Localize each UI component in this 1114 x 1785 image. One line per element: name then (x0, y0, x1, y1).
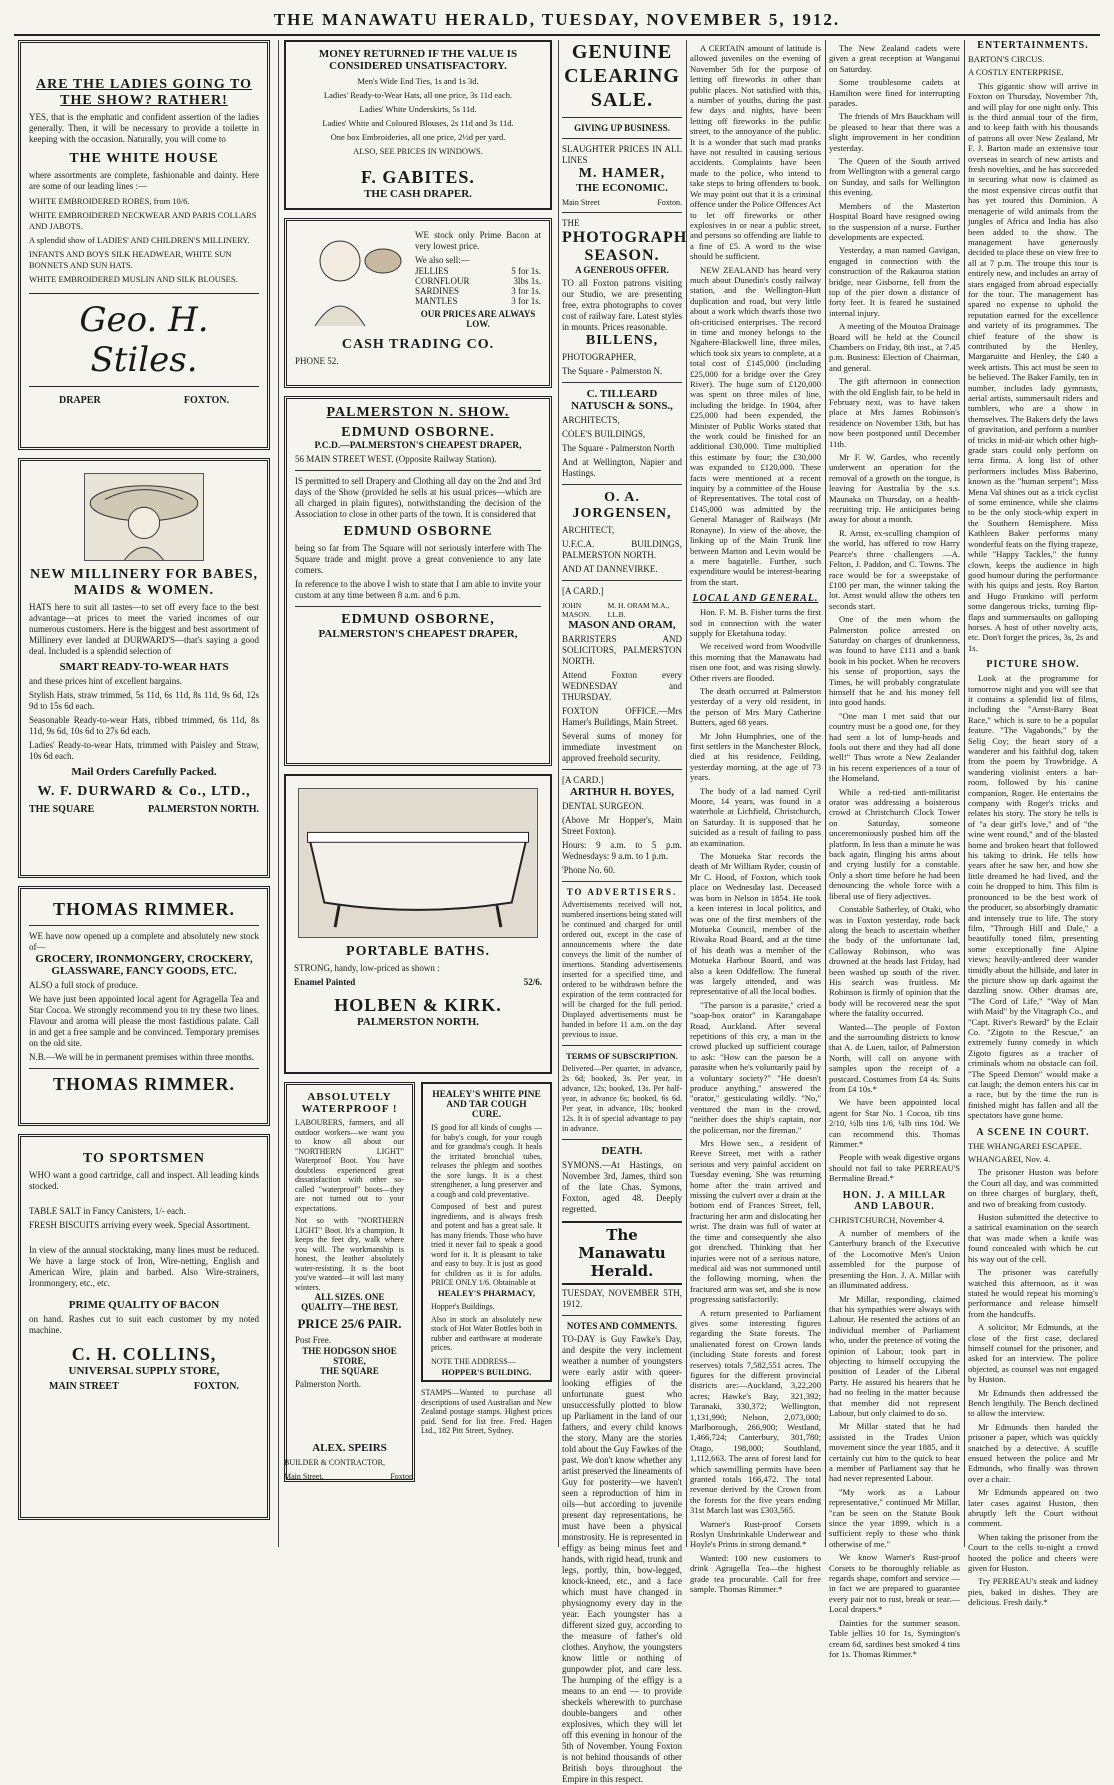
article-paragraph: This gigantic show will arrive in Foxton on Thursday, November 7th, and will play for one night only. This is the third annual tour of the firm, and to keep faith with his thousands of patrons all over New Zealand, Mr F. J. Barton made an extensive tour overseas in search of new artists and fresh novelties, and he has succeeded in securing what now is claimed as the most expensive circus outfit that has yet toured this Dominion. A menagerie of wild animals from the jungles of Africa and India has also been added to the show. The management have generously decided to place these on view free to all at 7 p.m. The troupe this tour is entirely new, and includes an array of stars engaged from abroad especially for the tour. The management has spared no expense to uphold the reputation earned for the excellence and variety of its programmes. The chief feature of the show is contributed by the Henley, Margaruitte and Henley, the £40 a week artists. This act must be seen to be believed. The Baker Family, ten in number, includes lady gymnasts, aerial artists, summersault riders and tumblers, who are a show in themselves. The Bakers defy the laws of gravitation, and perform a number of tricks in mid-air which other high-grade stars could only perform on terra firma. A long list of other performers includes Miss Baberino, known as the "human serpent"; Miss Mena Val shines out as a trick cyclist of some eminence, while she claims to be the only stock-whip expert in the Southern Hemisphere. Miss Kathleen Baker performs many wonderful feats on the flying trapeze, while "Happy Tackles," the funny clown, keeps the audience in high good humour during the performance with his quips and jests. Roy Barton and Hugo Frankino will perform some dangerous tricks, turning flip-flaps and summersaults on galloping horses. A host of other novelty acts, etc. Don't forget the prices, 3s, 2s and 1s. (968, 80, 1098, 653)
column-5 (829, 40, 960, 1659)
death-title: DEATH. (601, 1145, 643, 1157)
firm-name: ALEX. SPEIRS (312, 1442, 387, 1454)
firm-sub: THE CASH DRAPER. (364, 188, 472, 200)
firm-name: CASH TRADING CO. (341, 337, 495, 352)
ad-title: THOMAS RIMMER. (53, 899, 235, 919)
firm-name: C. TILLEARD NATUSCH & SONS., (571, 388, 673, 412)
herald-title: The Manawatu Herald. (562, 1221, 682, 1285)
article-paragraph: Members of the Masterton Hospital Board have resigned owing to the suspension of a nurse. Further developments are expected. (829, 200, 960, 242)
article-paragraph: Wanted: 100 new customers to drink Agragella Tea—the highest grade tea procurable. Call for free sample. Thomas Rimmer.* (690, 1552, 821, 1595)
durward-ad (18, 458, 270, 878)
article-paragraph: Mr Millar stated that he had assisted in the Trades Union movement since the year 1885, and it certainly cut him to the quick to hear a member of Parliament say that he had never represented Labour. (829, 1421, 960, 1484)
article-paragraph: Yesterday, a man named Gavigan, engaged in connection with the construction of the Rakauroa station bridge, near Gisborne, fell from the top of the pier down a distance of forty feet. It is feared he sustained internal injury. (829, 245, 960, 318)
ad-body: WHO want a good cartridge, call and inspect. All leading kinds stocked. (29, 1170, 259, 1191)
article-paragraph: Constable Satherley, of Otaki, who was in Foxton yesterday, rode back along the beach to ascertain whether the body of the unfortunate lad, Calloway Robinson, who was drowned at the heads last Friday, had been washed up south of the river. His search was fruitless. Mr Robinson is firmly of opinion that the body will be recovered near the spot where the fatality occurred. (829, 904, 960, 1019)
article-paragraph: Hon. F. M. B. Fisher turns the first sod in connection with the water supply for Eketahuna today. (690, 607, 821, 638)
pharmacy-name: HEALEY'S PHARMACY, (438, 1287, 535, 1298)
firm-place: PALMERSTON NORTH. (356, 1016, 480, 1028)
masthead-rule (14, 34, 1100, 36)
ad-sub: and these prices hint of excellent bargains. (29, 676, 183, 686)
address-right: FOXTON. (193, 1381, 239, 1392)
firm-address: THE SQUARE (320, 1366, 379, 1376)
article-paragraph: The death occurred at Palmerston yesterday of a very old resident, in the person of Mrs Mary Catherine Butters, aged 68 years. (690, 685, 821, 728)
address-left: MAIN STREET (49, 1381, 119, 1392)
ad-line: on hand. Rashes cut to suit each customer by my noted machine. (29, 1314, 259, 1335)
gabites-ad (284, 40, 552, 210)
firm-role: ARCHITECTS, (562, 415, 620, 425)
article-paragraph: Mr John Humphries, one of the first settlers in the Manchester Block, died at his residence, Feilding, yesterday morning, at the age of 73 years. (690, 730, 821, 783)
photo-title: PHOTOGRAPH SEASON. (562, 229, 688, 264)
ad-title: PALMERSTON N. SHOW. (326, 405, 510, 420)
ad-note: NOTE THE ADDRESS— (431, 1356, 516, 1366)
article-paragraph: Mr Millar, responding, claimed that his sympathies were always with Labour. He resented the actions of an individual member of Parliament who, under the pretence of voting the opinion of Labour, took part in objecting to himself occupying the position of Leader of the Liberal Party. He assured his hearers that he had no feeling in the matter because that member did not represent Labour, but only claimed to do so. (829, 1293, 960, 1418)
item-name: CORNFLOUR (415, 276, 470, 286)
firm-hours: Hours: 9 a.m. to 5 p.m. Wednesdays: 9 a.m. to 1 p.m. (562, 840, 682, 861)
sale-title: GENUINE CLEARING SALE. (564, 41, 680, 111)
item-price: 3 for 1s. (511, 286, 541, 296)
article-paragraph: The body of a lad named Cyril Moore, 14 years, was found in a waterhole at Lichfield, Christchurch, on Saturday. It is supposed that he suicided as a result of failing to pass an examination. (690, 785, 821, 848)
ad-line: FRESH BISCUITS arriving every week. Special Assortment. (29, 1220, 250, 1230)
ad-title: ARE THE LADIES GOING TO THE SHOW? RATHER! (36, 77, 252, 108)
healey-ad (421, 1082, 552, 1382)
firm-role: BUILDER & CONTRACTOR, (284, 1458, 385, 1467)
ad-title: HEALEY'S WHITE PINE AND TAR COUGH CURE. (432, 1090, 541, 1120)
holben-kirk-ad (284, 774, 552, 1074)
list-item: WHITE EMBROIDERED MUSLIN AND SILK BLOUSES. (29, 274, 238, 284)
dateline: WHANGAREI, Nov. 4. (968, 1154, 1051, 1165)
article-paragraph: A return presented to Parliament gives some interesting figures regarding the State forests. The unalienated forest on Crown lands (including State forests and forest reserves) totals 7,582,551 acres. The figures for the different provincial districts are:—Auckland, 3,22,200 acres; Hawke's Bay, 321,392; Taranaki, 330,372; Wellington, 1,131,990; Nelson, 2,073,000; Marlborough, 266,900; Westland, 1,466,724; Canterbury, 301,780; Otago, 198,000; Southland, 1,112,663. The area of forest land for which sawmilling permits have been granted totals 166,472. The total revenue derived by the Crown from the forests for the five years ending 31st March last was £303,565. (690, 1307, 821, 1516)
firm-name: BILLENS, (585, 333, 659, 348)
address-left: Main Street, (284, 1472, 324, 1481)
photo-the: THE (562, 218, 580, 228)
sale-body: SLAUGHTER PRICES IN ALL LINES (562, 144, 682, 165)
notice-title: TERMS OF SUBSCRIPTION. (566, 1051, 678, 1061)
item-name: MANTLES (415, 296, 458, 306)
item-name: SARDINES (415, 286, 460, 296)
photo-body: TO all Foxton patrons visiting our Studio, we are presenting free, extra photographs to cover cost of railway fare. Latest styles in mounts. Prices reasonable. (562, 278, 682, 332)
article-paragraph: A CERTAIN amount of latitude is allowed juveniles on the evening of November 5th for the purpose of letting off fireworks in other than public places. Not satisfied with this, a number of youths, during the past few days and nights, have been letting off fireworks in the public street, to the annoyance of the public. It is a wonder that such mad pranks have not resulted in causing serious accidents. Complaints have been made to the police, who intend to take steps to bring offenders to book. We may point out that it is a criminal offence under the Police Offences Act to let off fireworks or other explosives in or near a public street, and persons so offending are liable to a fine of £5. A word to the wise should be sufficient. (690, 43, 821, 262)
column-6 (968, 40, 1098, 1608)
ad-title: ABSOLUTELY WATERPROOF ! (301, 1091, 398, 1115)
address-right: PALMERSTON NORTH. (148, 804, 259, 815)
ad-title: MONEY RETURNED IF THE VALUE IS CONSIDERED UNSATISFACTORY. (318, 48, 518, 72)
sale-sub: GIVING UP BUSINESS. (574, 123, 670, 133)
list-item: Men's Wide End Ties, 1s and 1s 3d. (357, 76, 479, 86)
ad-body: We have just been appointed local agent for Agragella Tea and Star Cocoa. We strongly recommend you to try these two lines. Flavour and aroma will please the most fastidious palate. Call in and get a free sample and be convinced. Temporary premises on the old site. (29, 994, 259, 1048)
product-line: ALSO a full stock of produce. (29, 980, 138, 990)
ad-intro: WE have now opened up a complete and absolutely new stock of— (29, 931, 259, 952)
firm-address: (Above Mr Hopper's, Main Street Foxton). (562, 815, 682, 836)
rimmer-ad (18, 886, 270, 1126)
article-paragraph: A number of members of the Canterbury branch of the Executive of the Locomotive Men's Union assembled for the purpose of presenting the Hon. J. A. Millar with an illuminated address. (829, 1228, 960, 1291)
signature: Geo. H. Stiles. (29, 293, 259, 387)
article-paragraph: Try PERREAU's steak and kidney pies, baked in dishes. They are delicious. Fresh daily.* (968, 1576, 1098, 1608)
store-name: UNIVERSAL SUPPLY STORE, (68, 1365, 220, 1377)
article-paragraph: The New Zealand cadets were given a great reception at Wanganui on Saturday. (829, 43, 960, 74)
firm-name: MASON AND ORAM, (568, 619, 676, 631)
firm-name: M. HAMER, (578, 166, 666, 181)
ad-highlight: PRIME QUALITY OF BACON (68, 1299, 220, 1311)
article-paragraph: Huston submitted the detective to a satirical examination on the search that was made when a knife was found concealed with which he cut his way out of the cell. (968, 1212, 1098, 1264)
article-paragraph: Look at the programme for tomorrow night and you will see that it contains a splendid list of films, including the "Arnst-Barry Boat Race," which is sure to be a popular feature. "The Vagabonds," by the Selig Coy; the heart story of a wanderer and his faithful dog, taken from the poem by Trowbridge. A wandering violinist enters a bar-room, followed by his canine companion, Roger. He entertains the company with Roger's tricks and relates his story. The story he tells is of "a dear girl's love," and of "the wine went round," and of the blasted home and broken heart that followed his taking to drink. He tells how years after he saw her, and how she little dreamed he had lived, and the coin he dropped to him. This film is pronounced to be the best work of the producer, so absorbingly dramatic and intensely true to life. The story film, "Through Hill and Dale," a beautifully toned film, presenting some exceptionally fine Alpine views; heavily-antlered deer wander timidly about the hillside, and later in the picture show up dark against the dazzling snow. Other dramas are, "The Cord of Life," "Way of Man with Maid" by the Vitagraph Co., and "Capt. River's Reward" by the Eclair Co. "Zigoto to the Rescue," an extremely funny comedy in which Zigoto figures as a tracker of criminals whom no obstacle can foil. "The Speed Demon" would make a cat laugh; the demon enters his car in a race, but by the time the run is finished might has fallen and all the spectators have gone home. (968, 673, 1098, 1121)
section-title: A SCENE IN COURT. (976, 1126, 1090, 1138)
notice-body: Advertisements received will not, numbered insertions being stated will be continued and charged for until ordered out, except in the case of announcements where the date conveys the limit of the number of insertions. Standing advertisements inserted for a specified time, and ordered to be withdrawn before the expiration of the term contracted for will be charged for the full period. Displayed advertisements must be handed in before 11 a.m. on the day previous to issue. (562, 900, 682, 1039)
cash-trading-ad (284, 218, 552, 388)
article-paragraph: The friends of Mrs Bauckham will be pleased to hear that there was a slight improvement in her condition yesterday. (829, 111, 960, 153)
firm-sub: P.C.D.—PALMERSTON'S CHEAPEST DRAPER, (314, 441, 522, 451)
partner-name: JOHN MASON. (562, 601, 591, 619)
ad-post: Post Free. (295, 1335, 331, 1345)
firm-name: EDMUND OSBORNE. (341, 425, 495, 440)
article-paragraph: We have been appointed local agent for Star No. 1 Cocoa, tib tins 2/10, ½lb tins 1/6, ¼lb tins 10d. We can recommend this. Thomas Rimmer.* (829, 1097, 960, 1150)
column-3 (562, 40, 688, 1784)
firm-role: BARRISTERS AND SOLICITORS, PALMERSTON NORTH. (562, 634, 682, 666)
store-name: THE WHITE HOUSE (69, 151, 219, 166)
column-divider (686, 40, 687, 1547)
death-body: SYMONS.—At Hastings, on November 3rd, James, third son of the late Chas. Symons, Foxton, aged 48. Deeply regretted. (562, 1160, 682, 1214)
column-divider (278, 40, 279, 1547)
collins-ad (18, 1134, 270, 1520)
ad-footer: THOMAS RIMMER. (53, 1074, 235, 1094)
editorial-body: TO-DAY is Guy Fawke's Day, and despite the very inclement weather a number of youngsters were early astir with queer-looking effigies of the unfortunate guest who unsuccessfully plotted to blow up Parliament in the land of our fathers, and every child knows the story. Many are the stories told about the Guy Fawkes of the past. We don't know whether any artist preserved the lineaments of Guy for posterity—we haven't seen a reproduction of him in oils—but according to juvenile present day representations, he must have been a physical monstrosity. He is represented in effigy as being minus feet and hands, with rigid head, trunk and legs, portly, thin, bow-legged, knock-kneed, etc., and a face which must have changed in physiognomy every day in the year. Each youngster has a different sized guy, according to the measure of father's old clothes. Anyhow, the youngsters know little or nothing of gunpowder plot, and care less. The humping of the effigy is a means to an end — to provide sheckels wherewith to purchase double-bangers and other explosives, which they will let off this evening in honour of the 5th of November. Young Foxton is not behind thousands of other British boys throughout the Empire in this respect. (562, 1334, 682, 1784)
article-paragraph: "My work as a Labour representative," continued Mr Millar, "can be seen on the Statute Book since the year 1899, which is a sufficient reply to those who think otherwise of me." (829, 1486, 960, 1549)
firm-sub: THE ECONOMIC. (576, 182, 668, 194)
article-paragraph: The prisoner Huston was before the Court all day, and was committed on three charges of burglary, theft, and two of breaking from custody. (968, 1167, 1098, 1209)
firm-name: F. GABITES. (361, 167, 475, 187)
ad-line: TABLE SALT in Fancy Canisters, 1/- each. (29, 1206, 186, 1216)
highlight-text: SMART READY-TO-WEAR HATS (59, 661, 229, 673)
firm-name: ARTHUR H. BOYES, (569, 786, 675, 798)
ad-line: In view of the annual stocktaking, many lines must be reduced. We have a large stock of Iron, Wire-netting, English and American Wire, plain and barbed. Also Wire-strainers, Ironmongery, etc., etc. (29, 1245, 259, 1288)
item-price: 3 for 1s. (511, 296, 541, 306)
column-divider (964, 40, 965, 1547)
item-price: 52/6. (523, 977, 542, 987)
address-left: THE SQUARE (29, 804, 95, 815)
ad-body: being so far from The Square will not seriously interfere with The Square trade and might prove a great convenience to any late comers. (295, 543, 541, 575)
article-paragraph: Warner's Rust-proof Corsets Roslyn Unshrinkable Underwear and Hoyle's Prints in strong demand.* (690, 1518, 821, 1550)
ad-body: STRONG, handy, low-priced as shown : (294, 963, 440, 973)
ad-body: IS permitted to sell Drapery and Clothing all day on the 2nd and 3rd days of the Show (provided he sells at his usual prices—which are all charged in plain figures), notwithstanding the decision of the Association to close in other parts of the town. It is considered that (295, 476, 541, 519)
butcher-illustration (295, 231, 405, 326)
article-paragraph: NEW ZEALAND has heard very much about Dunedin's costly railway station, and the Wellington-Hutt duplication and road, but very little about a work which dwarfs those two oft-criticised enterprises. The record in time and money belongs to the Ngahere-Blackwell line, three miles, which took six years to complete, at a total cost of £145,000 (including £25,000 for a bridge over the Grey River). The huge sum of £120,000 was spent on three miles of line, including the bridge. In 1904, after £25,000 had been expended, the Minister of Public Works stated that the work could be finished for an additional £30,000. Time multiplied this estimate by four; the £30,000 was expanded to £120,000. These facts were mentioned at a recent inquiry by a committee of the House of Representatives. The total cost of £145,000 was admitted by the General Manager of Railways (Mr Ronayne). In view of the above, the linking up of the Main Trunk line between Marton and Levin would be a mere bagatelle. Further, such expenditure would be interest-bearing from the start. (690, 264, 821, 587)
ad-body: LABOURERS, farmers, and all outdoor workers—we want you to know all about our "NORTHERN LIGHT" Waterproof Boot. You have doubtless experienced great dissatisfaction with other so-called "waterproof" boots—they are not turned out to your expectations. (295, 1118, 404, 1213)
section-title: ENTERTAINMENTS. (977, 40, 1089, 51)
ad-also: We also sell:— (415, 255, 470, 265)
ad-title: PORTABLE BATHS. (346, 944, 490, 959)
section-title: NOTES AND COMMENTS. (566, 1321, 678, 1331)
pharmacy-building: Hopper's Buildings. (431, 1301, 495, 1311)
list-item: INFANTS AND BOYS SILK HEADWEAR, WHITE SUN BONNETS AND SUN HATS. (29, 249, 232, 270)
price-line: Ladies' Ready-to-wear Hats, trimmed with Paisley and Straw, 10s 6d each. (29, 740, 259, 761)
section-title: PICTURE SHOW. (986, 659, 1080, 671)
stamps-ad: STAMPS—Wanted to purchase all descriptions of used Australian and New Zealand postage stamps. Highest prices paid. Send for list free. Fred. Hagen Ltd., 182 Pitt Street, Sydney. (421, 1388, 552, 1435)
article-paragraph: "The parson is a parasite," cried a "soap-box orator" in Karangahape Road, Auckland. After several repetitions of this cry, a man in the crowd plucked up sufficient courage to ask: "How can the parson be a parasite when he's voluntarily paid by a voluntary society?" "He doesn't produce anything," answered the "orator," gesticulating wildly. "No," ventured the man in the crowd, "neither does the ship's captain, nor the policeman, nor the fireman." (690, 999, 821, 1135)
ad-footer: EDMUND OSBORNE, (341, 612, 495, 627)
ad-body: where assortments are complete, fashionable and dainty. Here are some of our leading lines :— (29, 170, 259, 191)
column-1 (18, 40, 270, 1545)
firm-phone: 'Phone No. 60. (562, 865, 616, 875)
ad-body: Composed of best and purest ingredients, and is always fresh and potent and has a great sale. It has many friends. Those who have tried it never fail to speak a good word for it. It is pleasant to take and easy to buy. It is just as good for children as it is for adults. PRICE ONLY 1/6. Obtainable at (431, 1202, 542, 1287)
price-line: Stylish Hats, straw trimmed, 5s 11d, 6s 11d, 8s 11d, 9s 6d, 12s 9d to 15s 6d each. (29, 690, 259, 711)
item-price: 3lbs 1s. (513, 276, 541, 286)
section-sub: BARTON'S CIRCUS. (968, 54, 1045, 64)
article-paragraph: The prisoner was carefully watched this afternoon, as it was stated he would repeat his morning's performance and release himself from the handcuffs. (968, 1267, 1098, 1319)
name-highlight: EDMUND OSBORNE (343, 524, 493, 539)
article-paragraph: When taking the prisoner from the Court to the cells to-night a crowd hooted the police and cheers were given for Huston. (968, 1531, 1098, 1574)
list-item: ALSO, SEE PRICES IN WINDOWS. (353, 146, 483, 156)
bathtub-illustration (298, 788, 538, 938)
firm-place: Palmerston North. (295, 1379, 361, 1389)
address-left: Main Street (562, 198, 600, 207)
article-paragraph: People with weak digestive organs should not fail to take PERREAU'S Bermaline Bread.* (829, 1152, 960, 1184)
price-note: OUR PRICES ARE ALWAYS LOW. (420, 309, 536, 329)
firm-address: 56 MAIN STREET WEST. (Opposite Railway Station). (295, 454, 497, 464)
section-title: LOCAL AND GENERAL. (692, 593, 819, 605)
article-paragraph: Mr F. W. Gardes, who recently underwent an operation for the removal of a growth on the tongue, is leaving for Australia by the s.s. Maunaka on Thursday, on a health-recruiting trip. He anticipates being away for about a month. (829, 452, 960, 525)
address-right: Foxton. (390, 1472, 415, 1481)
list-item: A splendid show of LADIES' AND CHILDREN'S MILLINERY. (29, 235, 250, 245)
firm-funds: Several sums of money for immediate investment on approved freehold security. (562, 731, 682, 763)
herald-date: TUESDAY, NOVEMBER 5TH, 1912. (562, 1288, 682, 1309)
firm-name: C. H. COLLINS, (71, 1344, 217, 1364)
price-line: Seasonable Ready-to-wear Hats, ribbed trimmed, 6s 11d, 8s 11d, 9s 6d, 10s 6d to 27s 6d each. (29, 715, 259, 736)
firm-address: The Square - Palmerston North (562, 443, 675, 453)
article-paragraph: While a red-tied anti-militarist orator was addressing a boisterous crowd at Christchurch Clock Tower on Saturday, someone unceremoniously pushed him off the platform. In less than a minute he was back again, flinging his arms about and crying lustily for a constable. Only a short time before he had been denouncing the whole force with a liberal use of fiery adjectives. (829, 786, 960, 901)
ad-body: Not so with "NORTHERN LIGHT" Boot. It's a champion. It keeps the feet dry, walk where you will. The workmanship is honest, the leather absolutely water-resisting. It is the boot you've wanted—it will last many winters. (295, 1216, 404, 1292)
article-paragraph: Dainties for the summer season. Table jellies 10 for 1s, Symington's cream 6d, sardines best smoked 4 tins for 1s. Thomas Rimmer.* (829, 1617, 960, 1659)
article-paragraph: Mrs Howe sen., a resident of Reeve Street, met with a rather serious and very painful accident on Tuesday evening. She was returning home after the train arrived and missing the culvert over a drain at the bottom end of Frances Street, fell, fracturing her arm and dislocating her wrist. The drain was full of water at the time and consequently she also got drenched. Thinking that her injuries were not of a serious nature, medical aid was not summoned until the following morning, when the fractured arm was set, and she is now progressing satisfactorily. (690, 1138, 821, 1305)
ad-address: HOPPER'S BUILDING. (441, 1366, 532, 1377)
product-line: GROCERY, IRONMONGERY, CROCKERY, (35, 953, 253, 965)
item-name: JELLIES (415, 266, 449, 276)
article-paragraph: A meeting of the Moutoa Drainage Board will be held at the Council Chambers on Friday, 8th inst., at 7.45 p.m. Business: Election of Chairman, and general. (829, 321, 960, 373)
newspaper-masthead: THE MANAWATU HERALD, TUESDAY, NOVEMBER 5, 1912. (273, 10, 841, 29)
article-paragraph: One of the men whom the Palmerston police arrested on Saturday on charges of drunkenness, was found to have £111 and a bank book in his pocket. When he recovers his sense of proportion, says the Times, he will probably congratulate himself that he and his money fell into good hands. (829, 614, 960, 708)
dateline: CHRISTCHURCH, November 4. (829, 1214, 945, 1225)
partner-name: M. H. ORAM M.A., LL.B. (607, 601, 670, 619)
list-item: Ladies' Ready-to-Wear Hats, all one price, 3s 11d each. (323, 90, 513, 100)
article-paragraph: Mr Edmunds then handed the prisoner a paper, which was quickly snatched by a detective. A scuffle ensued between the police and Mr Edmunds, who finally was thrown over a chair. (968, 1421, 1098, 1484)
ad-body: In reference to the above I wish to state that I am able to invite your custom at any time between 8 a.m. and 6 p.m. (295, 579, 541, 600)
item-name: Enamel Painted (294, 977, 356, 987)
column-divider (558, 40, 559, 1547)
firm-name: THE HODGSON SHOE STORE, (302, 1346, 397, 1366)
woman-hat-illustration (84, 473, 204, 561)
article-paragraph: Mr Edmunds appeared on two later cases against Huston, then abruptly left the Court without comment. (968, 1487, 1098, 1529)
article-paragraph: Some troublesome cadets at Hamilton were fined for interrupting parades. (829, 77, 960, 109)
firm-name: W. F. DURWARD & Co., LTD., (37, 784, 251, 799)
phone-number: PHONE 52. (295, 356, 339, 366)
firm-name: O. A. JORGENSEN, (572, 490, 672, 521)
firm-role: ARCHITECT, (562, 525, 615, 535)
ad-stock: Also in stock an absolutely new stock of Hot Water Bottles both in rubber and earthware at moderate prices. (431, 1314, 542, 1352)
notice-title: TO ADVERTISERS. (566, 887, 678, 897)
ad-note: N.B.—We will be in permanent premises within three months. (29, 1052, 254, 1062)
ad-intro: WE stock only Prime Bacon at very lowest price. (415, 230, 541, 251)
mail-note: Mail Orders Carefully Packed. (71, 766, 217, 778)
item-price: 5 for 1s. (511, 266, 541, 276)
osborne-ad (284, 396, 552, 766)
firm-also: And at Wellington, Napier and Hastings. (562, 457, 682, 478)
ad-price: PRICE 25/6 PAIR. (297, 1316, 402, 1331)
ad-title: NEW MILLINERY FOR BABES, MAIDS & WOMEN. (29, 567, 259, 598)
list-item: Ladies' White and Coloured Blouses, 2s 11d and 3s 11d. (322, 118, 514, 128)
ad-sizes: ALL SIZES. ONE QUALITY—THE BEST. (301, 1292, 398, 1312)
firm-also: AND AT DANNEVIRKE. (562, 564, 658, 574)
place-label: FOXTON. (183, 395, 229, 406)
firm-office: FOXTON OFFICE.—Mrs Hamer's Buildings, Main Street. (562, 706, 682, 727)
section-title: HON. J. A MILLAR AND LABOUR. (842, 1189, 947, 1212)
firm-body: Attend Foxton every WEDNESDAY and THURSDAY. (562, 670, 682, 702)
firm-role: DENTAL SURGEON. (562, 801, 644, 811)
list-item: Ladies' White Underskirts, 5s 11d. (359, 104, 477, 114)
ad-body: IS good for all kinds of coughs — for baby's cough, for your cough and for grandma's cough. It heals the irritated bronchial tubes, releases the phlegm and soothes the sore lungs. It is a chest strengthener, a lung preserver and a cough and cold preventative. (431, 1123, 542, 1199)
list-item: One box Embroideries, all one price, 2½d per yard. (330, 132, 506, 142)
article-paragraph: The gift afternoon in connection with the old English fair, to be held in February next, was to have taken place at Mrs James Robinson's residence on November 13th, but has now been postponed until December 11th. (829, 376, 960, 449)
firm-name: HOLBEN & KIRK. (334, 995, 502, 1015)
product-line: GLASSWARE, FANCY GOODS, ETC. (51, 965, 237, 977)
ad-intro: YES, that is the emphatic and confident assertion of the ladies generally. Then, it will be necessary to provide a toilette in keeping with the occasion. Naturally, you will come to (29, 112, 259, 144)
article-paragraph: The Queen of the South arrived from Wellington with a general cargo on Sunday, and sails for Wellington this evening. (829, 156, 960, 198)
white-house-ad (18, 40, 270, 450)
article-paragraph: We know Warner's Rust-proof Corsets to be thoroughly reliable as regards shape, comfort and service —in fact we are prepared to guarantee every pair not to rust, break or tear.—Local drapers.* (829, 1552, 960, 1615)
firm-role: PHOTOGRAPHER, (562, 352, 637, 362)
card-label: [A CARD.] (562, 586, 604, 596)
column-divider (825, 40, 826, 1547)
ad-footer-sub: PALMERSTON'S CHEAPEST DRAPER, (318, 628, 518, 640)
address-right: Foxton. (657, 198, 682, 207)
firm-building: COLE'S BUILDINGS, (562, 429, 646, 439)
hodgson-ad (284, 1082, 415, 1482)
ad-body: HATS here to suit all tastes—to set off every face to the best advantage—at prices to meet the varied incomes of our numerous customers. Here is the biggest and best assortment of Millinery ever landed at DURWARD'S—that's saying a good deal. Included is a splendid selection of (29, 602, 259, 656)
photo-sub: A GENEROUS OFFER. (575, 265, 669, 275)
article-paragraph: Mr Edmunds then addressed the Bench lengthily. The Bench declined to allow the interview. (968, 1387, 1098, 1419)
ad-title: TO SPORTSMEN (82, 1151, 206, 1166)
notice-body: Delivered—Per quarter, in advance, 2s 6d; booked, 3s. Per year, in advance, 12s; booked, 13s. Per half-year, in advance 6s; booked, 6s 6d. Per year, in advance, 10s; booked 12s. It is of special advantage to pay in advance. (562, 1064, 682, 1133)
article-paragraph: A solicitor, Mr Edmunds, at the close of the first case, declared himself counsel for the prisoner, and asked for an interview. The police objected, as counsel was not engaged by Huston. (968, 1322, 1098, 1385)
section-sub: A COSTLY ENTERPRISE. (968, 67, 1064, 78)
column-2 (284, 40, 552, 1545)
article-paragraph: The Motueka Star records the death of Mr William Ryder, cousin of Mr C. Hood, of Foxton, which took place on Wednesday last. Deceased was born in Nelson in 1854. He took a keen interest in local politics, and was one of the first members of the Motueka Council, member of the Riwaka Road Board, and at the time of his death was a member of the Motueka Harbour Board, and was also a keen Oddfellow. The funeral was largely attended, and was representative of all the local bodies. (690, 851, 821, 997)
firm-address: The Square - Palmerston N. (562, 366, 663, 376)
card-label: [A CARD.] (562, 775, 604, 785)
article-paragraph: R. Arnst, ex-sculling champion of the world, has offered to row Harry Pearce's three challengers —A. Felton, J. Paddon, and C. Towns. The race would be for a sweepstake of £100 per man, the winner taking the lot. Arnst would allow the others ten seconds start. (829, 527, 960, 611)
firm-building: U.F.C.A. BUILDINGS, PALMERSTON NORTH. (562, 539, 682, 560)
article-paragraph: We received word from Woodville this morning that the Manawatu had risen one foot, and was rising slowly. Other rivers are flooded. (690, 641, 821, 683)
list-item: WHITE EMBROIDERED NECKWEAR AND PARIS COLLARS AND JABOTS. (29, 210, 257, 231)
article-paragraph: "One man I met said that our country must be a good one, for they had sent a lot of lump-heads and fools out there and they had all done well!" Thus wrote a New Zealander in his recent experiences of a tour of the Homeland. (829, 710, 960, 784)
role-label: DRAPER (59, 395, 101, 406)
list-item: WHITE EMBROIDERED ROBES, from 10/6. (29, 196, 190, 206)
column-4 (690, 40, 821, 1595)
article-paragraph: Wanted—The people of Foxton and the surrounding districts to know that A. de Luen, tailor, of Palmerston North, will call on anyone with samples upon the receipt of a postcard. Costumes from £4 4s. Suits from £4 10s.* (829, 1021, 960, 1094)
section-sub: THE WHANGAREI ESCAPEE. (968, 1140, 1082, 1151)
